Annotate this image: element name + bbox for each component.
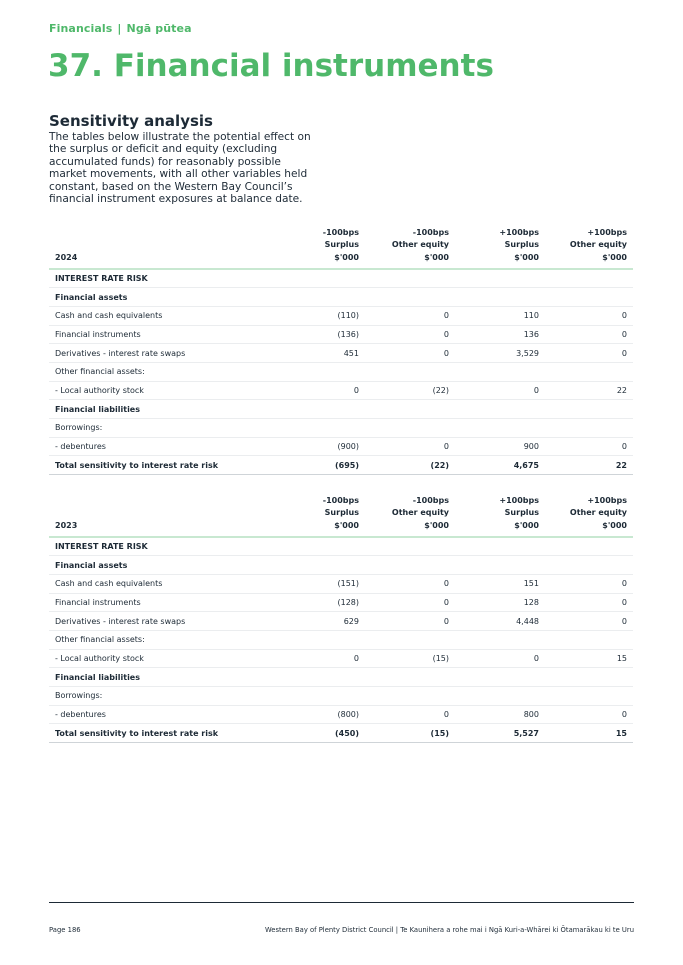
row-value: 0 bbox=[443, 348, 449, 358]
row-value bbox=[365, 362, 455, 381]
intro-paragraph: The tables below illustrate the potential effect on the surplus or deficit and equity (excluding accumulated funds) for reasonably possible market movements, with all other variables held constant, based on the Western Bay Council’s financial instrument exposures at balance date. bbox=[49, 131, 311, 206]
row-value bbox=[275, 668, 365, 687]
total-value: 4,675 bbox=[513, 460, 539, 470]
row-value bbox=[545, 630, 633, 649]
table-year: 2023 bbox=[55, 520, 78, 530]
breadcrumb-maori: Ngā pūtea bbox=[126, 22, 192, 35]
sensitivity-table-2023 bbox=[49, 492, 633, 743]
row-value bbox=[365, 556, 455, 575]
breadcrumb-separator: | bbox=[117, 22, 122, 35]
row-value bbox=[455, 687, 545, 706]
row-label: Derivatives - interest rate swaps bbox=[55, 348, 186, 358]
table-row bbox=[49, 556, 633, 575]
table-year: 2024 bbox=[55, 252, 78, 262]
total-value: (450) bbox=[334, 728, 359, 738]
table-header-row bbox=[49, 492, 633, 537]
table-row bbox=[49, 649, 633, 668]
row-value bbox=[365, 537, 455, 556]
row-label: - debentures bbox=[55, 710, 106, 720]
row-value bbox=[275, 687, 365, 706]
row-value bbox=[455, 288, 545, 307]
row-value bbox=[365, 288, 455, 307]
row-value bbox=[275, 362, 365, 381]
row-value: (128) bbox=[337, 597, 359, 607]
column-header: -100bps Surplus $'000 bbox=[322, 495, 359, 530]
total-value: (15) bbox=[430, 728, 449, 738]
row-value: 629 bbox=[343, 616, 359, 626]
row-label: INTEREST RATE RISK bbox=[55, 542, 148, 552]
row-value bbox=[545, 668, 633, 687]
row-value bbox=[455, 400, 545, 419]
row-value bbox=[365, 419, 455, 438]
sensitivity-table-2024 bbox=[49, 224, 633, 475]
table-row bbox=[49, 537, 633, 556]
row-value: (136) bbox=[337, 329, 359, 339]
row-value: 0 bbox=[443, 579, 449, 589]
row-value bbox=[545, 419, 633, 438]
table-row bbox=[49, 325, 633, 344]
row-value: 0 bbox=[443, 311, 449, 321]
row-value bbox=[455, 269, 545, 288]
row-value: 110 bbox=[523, 311, 539, 321]
breadcrumb-section: Financials bbox=[49, 22, 113, 35]
table-row bbox=[49, 630, 633, 649]
row-value bbox=[545, 269, 633, 288]
row-label: Cash and cash equivalents bbox=[55, 579, 163, 589]
column-header: +100bps Other equity $'000 bbox=[569, 495, 627, 530]
row-value: 0 bbox=[443, 710, 449, 720]
column-header: -100bps Surplus $'000 bbox=[322, 227, 359, 262]
row-value bbox=[455, 419, 545, 438]
total-value: 22 bbox=[615, 460, 627, 470]
footer-organisation: Western Bay of Plenty District Council | Te Kaunihera a rohe mai i Ngā Kuri-a-Whārei ki Ōtamarākau ki te Uru bbox=[264, 926, 634, 934]
row-label: Borrowings: bbox=[55, 423, 103, 433]
row-value: (900) bbox=[337, 442, 359, 452]
row-label: - Local authority stock bbox=[55, 385, 144, 395]
total-row bbox=[49, 724, 633, 743]
row-value bbox=[365, 269, 455, 288]
row-value: 136 bbox=[523, 329, 539, 339]
row-value: 151 bbox=[523, 579, 539, 589]
total-value: 15 bbox=[615, 728, 627, 738]
row-value bbox=[275, 556, 365, 575]
row-label: Other financial assets: bbox=[55, 367, 145, 377]
table-row bbox=[49, 306, 633, 325]
row-value bbox=[365, 400, 455, 419]
row-value bbox=[275, 288, 365, 307]
row-value: 0 bbox=[533, 653, 539, 663]
row-value bbox=[545, 288, 633, 307]
row-value bbox=[275, 419, 365, 438]
row-value: (22) bbox=[432, 385, 449, 395]
row-label: Financial liabilities bbox=[55, 672, 140, 682]
row-value bbox=[545, 537, 633, 556]
row-value bbox=[365, 687, 455, 706]
table-row bbox=[49, 593, 633, 612]
row-value bbox=[545, 556, 633, 575]
row-value: 0 bbox=[443, 597, 449, 607]
table-row bbox=[49, 288, 633, 307]
row-value bbox=[455, 630, 545, 649]
breadcrumb bbox=[49, 22, 192, 35]
row-value: 0 bbox=[443, 442, 449, 452]
row-value: 0 bbox=[621, 442, 627, 452]
row-value: 0 bbox=[621, 616, 627, 626]
table-header-row bbox=[49, 224, 633, 269]
total-label: Total sensitivity to interest rate risk bbox=[55, 728, 219, 738]
row-value bbox=[545, 400, 633, 419]
row-label: INTEREST RATE RISK bbox=[55, 274, 148, 284]
column-header: -100bps Other equity $'000 bbox=[391, 227, 449, 262]
total-value: (695) bbox=[334, 460, 359, 470]
row-label: Borrowings: bbox=[55, 691, 103, 701]
row-value: 0 bbox=[533, 385, 539, 395]
table-row bbox=[49, 381, 633, 400]
table-row bbox=[49, 668, 633, 687]
row-value: 0 bbox=[621, 597, 627, 607]
table-row bbox=[49, 687, 633, 706]
row-value: 0 bbox=[443, 329, 449, 339]
row-value bbox=[275, 269, 365, 288]
row-label: Derivatives - interest rate swaps bbox=[55, 616, 186, 626]
row-label: Cash and cash equivalents bbox=[55, 311, 163, 321]
table-row bbox=[49, 400, 633, 419]
table-row bbox=[49, 362, 633, 381]
row-value bbox=[545, 362, 633, 381]
total-value: 5,527 bbox=[513, 728, 539, 738]
row-value: 3,529 bbox=[516, 348, 539, 358]
row-value: 0 bbox=[353, 385, 359, 395]
row-value: 900 bbox=[523, 442, 539, 452]
row-value: 0 bbox=[621, 311, 627, 321]
table-row bbox=[49, 269, 633, 288]
row-value: 451 bbox=[343, 348, 359, 358]
row-value: 0 bbox=[443, 616, 449, 626]
row-value bbox=[455, 668, 545, 687]
table-row bbox=[49, 612, 633, 631]
row-value: 0 bbox=[621, 710, 627, 720]
row-label: Financial assets bbox=[55, 560, 128, 570]
row-value: (151) bbox=[337, 579, 359, 589]
row-value: (110) bbox=[337, 311, 359, 321]
row-value: (15) bbox=[432, 653, 449, 663]
page-number: Page 186 bbox=[49, 926, 81, 934]
row-value bbox=[275, 537, 365, 556]
section-heading: Sensitivity analysis bbox=[49, 112, 213, 130]
table-row bbox=[49, 419, 633, 438]
row-value bbox=[365, 668, 455, 687]
total-value: (22) bbox=[430, 460, 449, 470]
row-value bbox=[455, 362, 545, 381]
footer-divider bbox=[49, 902, 634, 903]
row-value bbox=[545, 687, 633, 706]
row-value bbox=[275, 400, 365, 419]
row-value bbox=[455, 537, 545, 556]
row-value: 0 bbox=[621, 348, 627, 358]
row-label: - Local authority stock bbox=[55, 653, 144, 663]
row-value: 128 bbox=[523, 597, 539, 607]
column-header: -100bps Other equity $'000 bbox=[391, 495, 449, 530]
row-label: - debentures bbox=[55, 442, 106, 452]
page-title: 37. Financial instruments bbox=[48, 48, 494, 84]
row-value: 0 bbox=[621, 329, 627, 339]
row-label: Financial liabilities bbox=[55, 404, 140, 414]
row-value bbox=[365, 630, 455, 649]
table-row bbox=[49, 344, 633, 363]
row-value: 0 bbox=[353, 653, 359, 663]
row-label: Financial assets bbox=[55, 292, 128, 302]
table-row bbox=[49, 574, 633, 593]
table-row bbox=[49, 705, 633, 724]
row-value bbox=[455, 556, 545, 575]
column-header: +100bps Surplus $'000 bbox=[499, 495, 539, 530]
column-header: +100bps Surplus $'000 bbox=[499, 227, 539, 262]
column-header: +100bps Other equity $'000 bbox=[569, 227, 627, 262]
row-value bbox=[275, 630, 365, 649]
row-value: 15 bbox=[616, 653, 627, 663]
row-label: Financial instruments bbox=[55, 597, 141, 607]
row-value: 22 bbox=[616, 385, 627, 395]
row-label: Other financial assets: bbox=[55, 635, 145, 645]
row-value: 0 bbox=[621, 579, 627, 589]
table-row bbox=[49, 437, 633, 456]
row-label: Financial instruments bbox=[55, 329, 141, 339]
row-value: 4,448 bbox=[516, 616, 539, 626]
total-label: Total sensitivity to interest rate risk bbox=[55, 460, 219, 470]
row-value: 800 bbox=[523, 710, 539, 720]
total-row bbox=[49, 456, 633, 475]
row-value: (800) bbox=[337, 710, 359, 720]
